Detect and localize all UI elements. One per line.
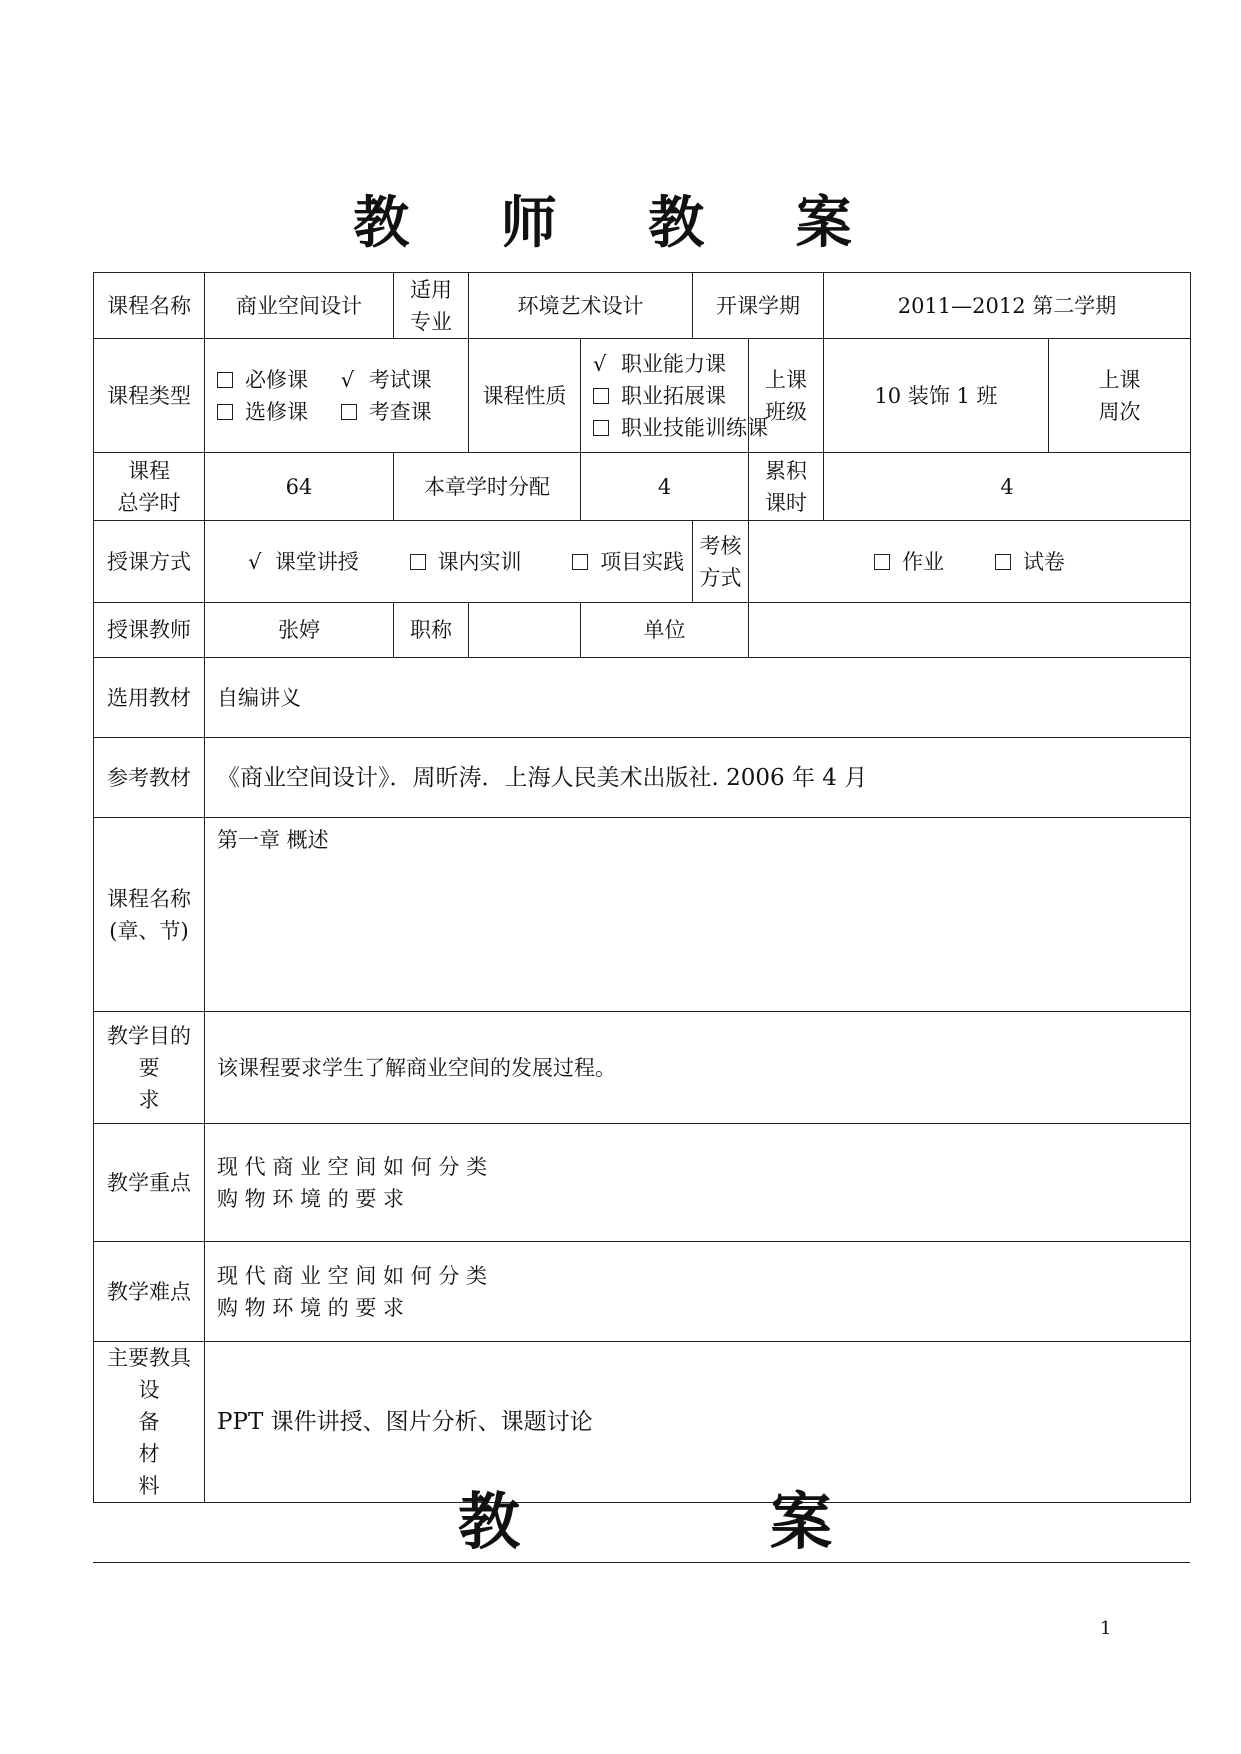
chapter-hours-label: 本章学时分配 <box>394 453 581 521</box>
bottom-title <box>0 1482 1241 1562</box>
course-name-label: 课程名称 <box>94 273 205 339</box>
option-homework[interactable]: 作业 <box>874 546 944 578</box>
option-lecture[interactable]: √ 课堂讲授 <box>247 546 359 578</box>
bottom-title-char: 案 <box>770 1485 833 1558</box>
course-type-options <box>205 339 469 453</box>
class-label: 上课 班级 <box>749 339 824 453</box>
row-objective <box>94 1012 1191 1124</box>
total-hours-value: 64 <box>205 453 394 521</box>
option-exam-paper[interactable]: 试卷 <box>995 546 1065 578</box>
teaching-method-options <box>205 521 693 603</box>
row-reference <box>94 738 1191 818</box>
row-hours <box>94 453 1191 521</box>
key-points-label: 教学重点 <box>94 1124 205 1242</box>
job-title-label: 职称 <box>394 603 469 658</box>
lesson-plan-table <box>93 272 1191 1503</box>
row-course-type <box>94 339 1191 453</box>
job-title-value <box>469 603 581 658</box>
assessment-options <box>749 521 1191 603</box>
cumulative-hours-label: 累积 课时 <box>749 453 824 521</box>
major-label: 适用 专业 <box>394 273 469 339</box>
reference-value: 《商业空间设计》．周昕涛．上海人民美术出版社. 2006 年 4 月 <box>205 738 1191 818</box>
row-equipment <box>94 1342 1191 1503</box>
semester-label: 开课学期 <box>693 273 824 339</box>
chapter-label: 课程名称 (章、节) <box>94 818 205 1012</box>
cumulative-hours-value: 4 <box>824 453 1191 521</box>
difficulties-value: 现 代 商 业 空 间 如 何 分 类 购 物 环 境 的 要 求 <box>205 1242 1191 1342</box>
textbook-label: 选用教材 <box>94 658 205 738</box>
option-vocational-extension[interactable]: 职业拓展课 <box>593 380 742 412</box>
unit-label: 单位 <box>581 603 749 658</box>
equipment-value: PPT 课件讲授、图片分析、课题讨论 <box>205 1342 1191 1503</box>
checkbox-icon <box>217 372 233 388</box>
reference-label: 参考教材 <box>94 738 205 818</box>
major-value: 环境艺术设计 <box>469 273 693 339</box>
objective-label: 教学目的 要 求 <box>94 1012 205 1124</box>
semester-value: 2011—2012 第二学期 <box>824 273 1191 339</box>
course-name-value: 商业空间设计 <box>205 273 394 339</box>
teacher-label: 授课教师 <box>94 603 205 658</box>
bottom-title-char: 教 <box>458 1485 521 1558</box>
teacher-value: 张婷 <box>205 603 394 658</box>
checkbox-icon <box>995 554 1011 570</box>
class-value: 10 装饰 1 班 <box>824 339 1049 453</box>
checkbox-icon <box>572 554 588 570</box>
checkbox-icon <box>874 554 890 570</box>
assessment-label: 考核 方式 <box>693 521 749 603</box>
page-title: 教 师 教 案 <box>353 190 888 256</box>
checkbox-icon <box>217 404 233 420</box>
total-hours-label: 课程 总学时 <box>94 453 205 521</box>
course-nature-label: 课程性质 <box>469 339 581 453</box>
chapter-hours-value: 4 <box>581 453 749 521</box>
option-elective[interactable]: 选修课 <box>217 396 308 428</box>
page-number: 1 <box>1100 1618 1112 1639</box>
checkbox-icon <box>341 404 357 420</box>
row-course-info <box>94 273 1191 339</box>
check-mark-icon: √ <box>248 549 262 574</box>
textbook-value: 自编讲义 <box>205 658 1191 738</box>
option-exam[interactable]: √ 考试课 <box>341 364 432 396</box>
chapter-value: 第一章 概述 <box>205 818 1191 1012</box>
checkbox-icon <box>593 388 609 404</box>
option-in-class-training[interactable]: 课内实训 <box>410 546 522 578</box>
difficulties-label: 教学难点 <box>94 1242 205 1342</box>
check-mark-icon: √ <box>593 351 607 376</box>
weeks-label: 上课 周次 <box>1049 339 1191 453</box>
option-required[interactable]: 必修课 <box>217 364 308 396</box>
equipment-label: 主要教具 设 备 材 料 <box>94 1342 205 1503</box>
checkbox-icon <box>593 420 609 436</box>
option-skill-training[interactable]: 职业技能训练课 <box>593 412 742 444</box>
row-difficulties <box>94 1242 1191 1342</box>
course-nature-options <box>581 339 768 453</box>
row-teaching-method <box>94 521 1191 603</box>
row-textbook <box>94 658 1191 738</box>
row-chapter <box>94 818 1191 1012</box>
key-points-value: 现 代 商 业 空 间 如 何 分 类 购 物 环 境 的 要 求 <box>205 1124 1191 1242</box>
divider <box>93 1562 1190 1563</box>
course-type-label: 课程类型 <box>94 339 205 453</box>
check-mark-icon: √ <box>340 367 355 392</box>
objective-value: 该课程要求学生了解商业空间的发展过程。 <box>205 1012 1191 1124</box>
checkbox-icon <box>410 554 426 570</box>
row-teacher <box>94 603 1191 658</box>
unit-value <box>749 603 1191 658</box>
option-project-practice[interactable]: 项目实践 <box>572 546 684 578</box>
teaching-method-label: 授课方式 <box>94 521 205 603</box>
row-key-points <box>94 1124 1191 1242</box>
option-vocational-ability[interactable]: √ 职业能力课 <box>593 348 742 380</box>
option-assessment[interactable]: 考查课 <box>341 396 432 428</box>
